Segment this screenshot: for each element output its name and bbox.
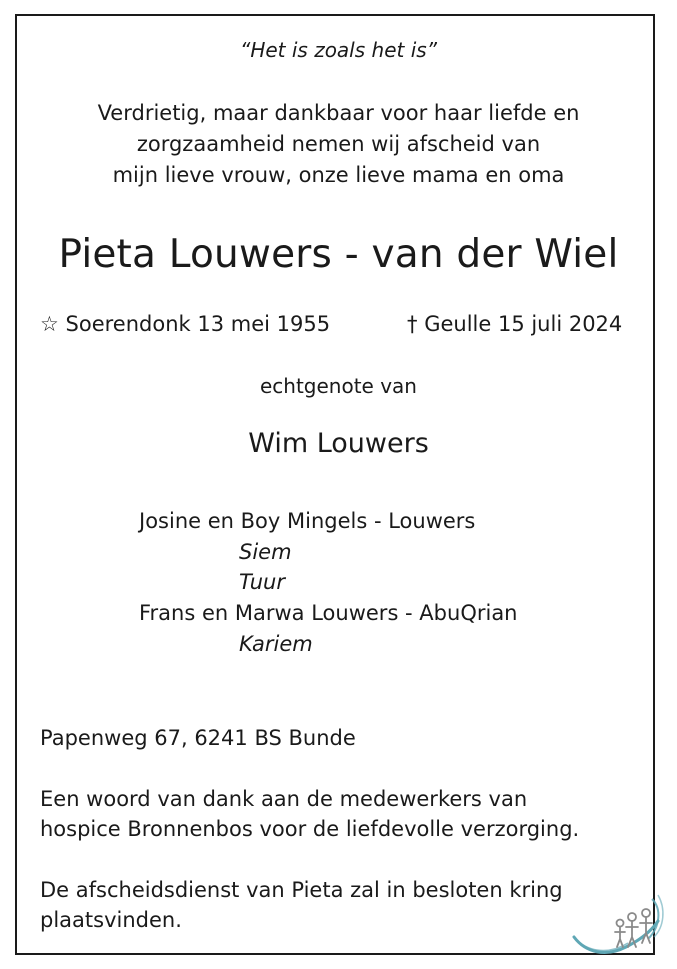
death-info [407, 312, 622, 336]
thanks-text [40, 784, 579, 844]
family-parents: Frans en Marwa Louwers - AbuQrian [139, 601, 518, 625]
spouse-label: echtgenote van [259, 374, 417, 398]
motto: “Het is zoals het is” [239, 38, 438, 62]
death-text: Geulle 15 juli 2024 [424, 312, 623, 336]
star-icon: ☆ [40, 312, 59, 336]
grandchild-name: Kariem [239, 632, 313, 656]
family-wave-logo-icon [572, 893, 666, 959]
birth-info [40, 312, 330, 336]
intro-line: Verdrietig, maar dankbaar voor haar liefde en [97, 101, 580, 125]
cross-icon: † [407, 312, 418, 336]
intro-line: zorgzaamheid nemen wij afscheid van [136, 132, 541, 156]
service-line: plaatsvinden. [40, 908, 182, 932]
thanks-line: hospice Bronnenbos voor de liefdevolle verzorging. [40, 817, 580, 841]
intro-text [0, 98, 677, 191]
grandchild-name: Tuur [239, 570, 285, 594]
grandchild-name: Siem [239, 540, 292, 564]
family-parents: Josine en Boy Mingels - Louwers [139, 509, 476, 533]
address: Papenweg 67, 6241 BS Bunde [40, 726, 356, 750]
intro-line: mijn lieve vrouw, onze lieve mama en oma [112, 163, 565, 187]
spouse-name: Wim Louwers [248, 428, 429, 459]
birth-text: Soerendonk 13 mei 1955 [65, 312, 331, 336]
deceased-name: Pieta Louwers - van der Wiel [58, 232, 619, 277]
service-text [40, 875, 563, 935]
service-line: De afscheidsdienst van Pieta zal in besloten kring [40, 878, 563, 902]
thanks-line: Een woord van dank aan de medewerkers van [40, 787, 528, 811]
